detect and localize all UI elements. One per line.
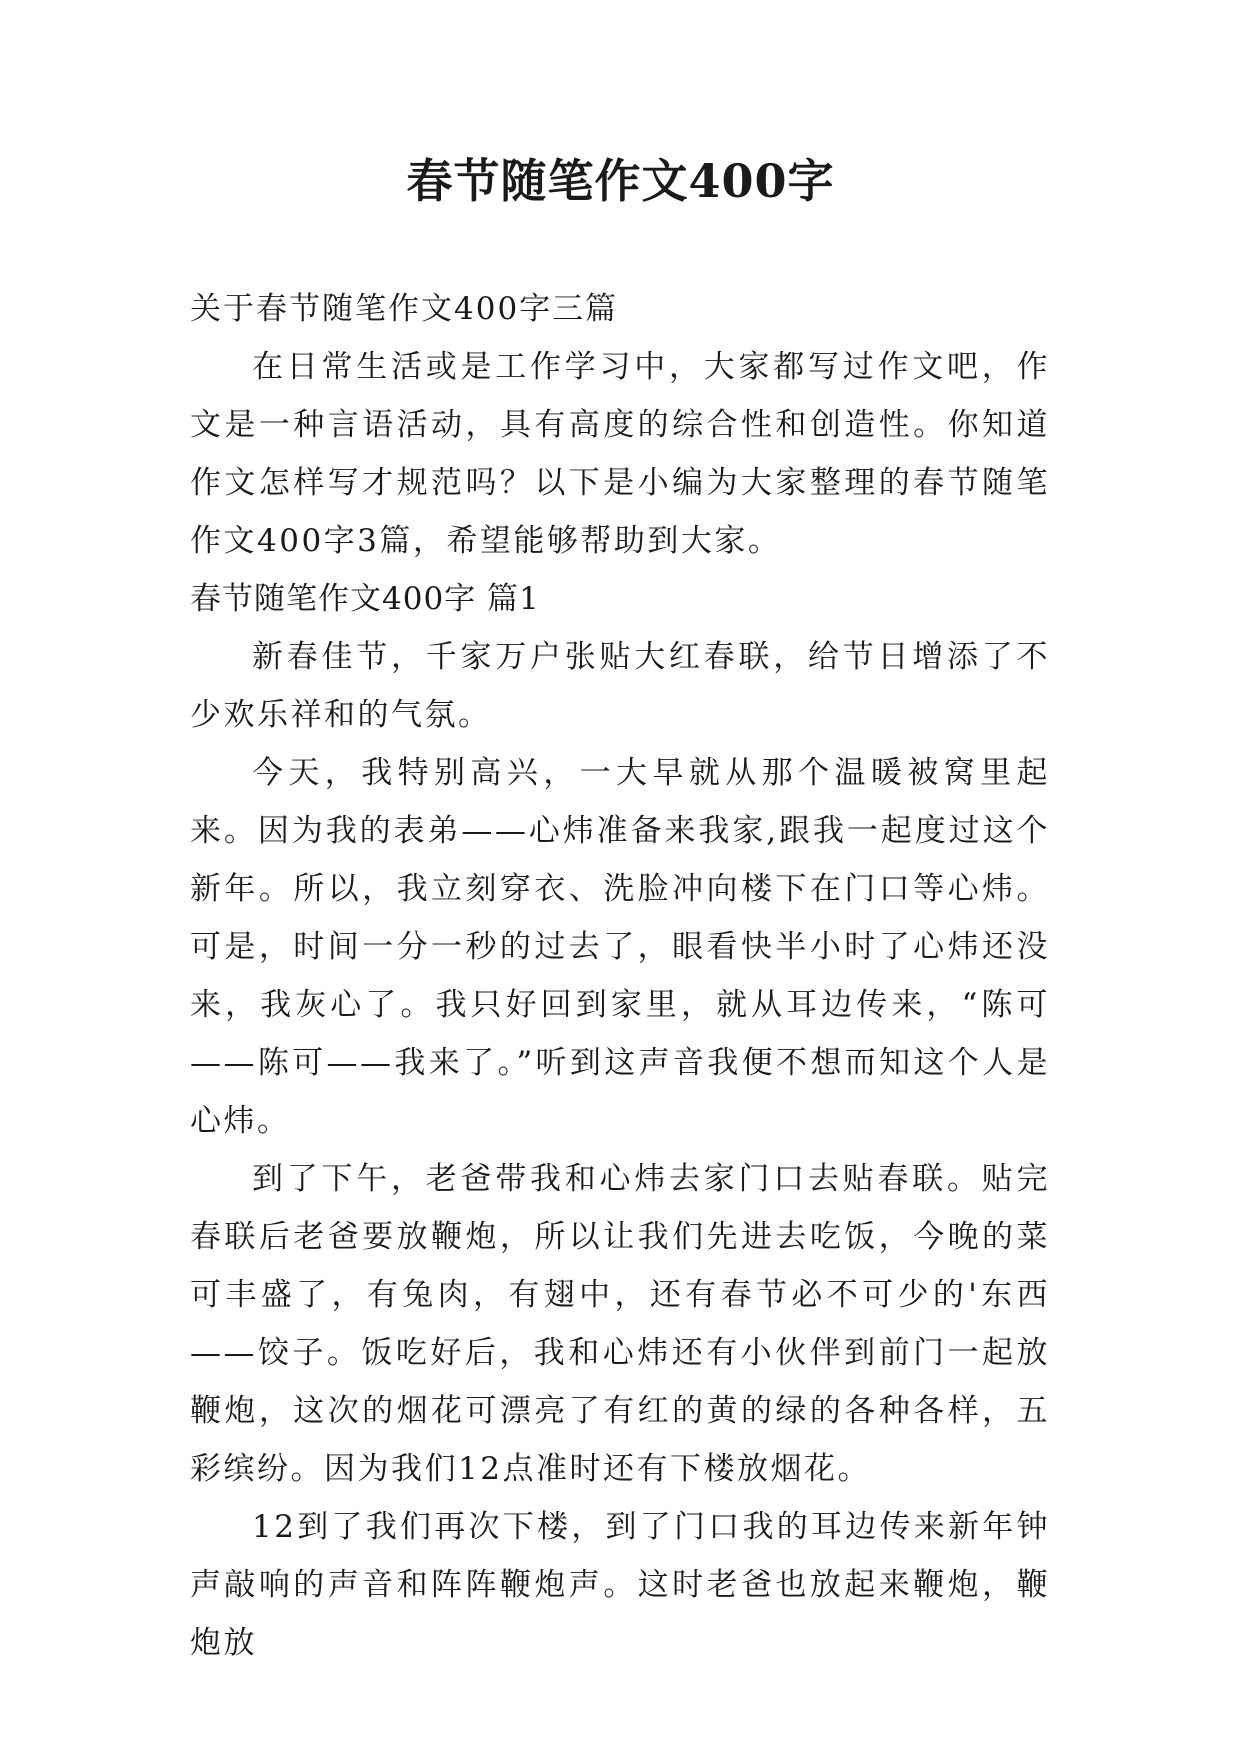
document-subtitle: 关于春节随笔作文400字三篇 <box>190 291 619 327</box>
document-title: 春节随笔作文400字 <box>406 154 835 208</box>
intro-paragraph: 在日常生活或是工作学习中，大家都写过作文吧，作文是一种言语活动，具有高度的综合性和创造性。你知道作文怎样写才规范吗？以下是小编为大家整理的春节随笔作文400字3篇，希望能够帮助到大家。 <box>190 349 1050 559</box>
document-body <box>190 280 1050 1672</box>
section-heading: 春节随笔作文400字 篇1 <box>190 581 540 617</box>
body-paragraph: 今天，我特别高兴，一大早就从那个温暖被窝里起来。因为我的表弟——心炜准备来我家,跟我一起度过这个新年。所以，我立刻穿衣、洗脸冲向楼下在门口等心炜。可是，时间一分一秒的过去了，眼看快半小时了心炜还没来，我灰心了。我只好回到家里，就从耳边传来，“陈可——陈可——我来了。”听到这声音我便不想而知这个人是心炜。 <box>190 755 1050 1139</box>
body-paragraph: 到了下午，老爸带我和心炜去家门口去贴春联。贴完春联后老爸要放鞭炮，所以让我们先进去吃饭，今晚的菜可丰盛了，有兔肉，有翅中，还有春节必不可少的'东西——饺子。饭吃好后，我和心炜还有小伙伴到前门一起放鞭炮，这次的烟花可漂亮了有红的黄的绿的各种各样，五彩缤纷。因为我们12点准时还有下楼放烟花。 <box>190 1161 1050 1487</box>
body-paragraph: 12到了我们再次下楼，到了门口我的耳边传来新年钟声敲响的声音和阵阵鞭炮声。这时老爸也放起来鞭炮，鞭炮放 <box>190 1509 1050 1661</box>
body-paragraph: 新春佳节，千家万户张贴大红春联，给节日增添了不少欢乐祥和的气氛。 <box>190 639 1050 733</box>
